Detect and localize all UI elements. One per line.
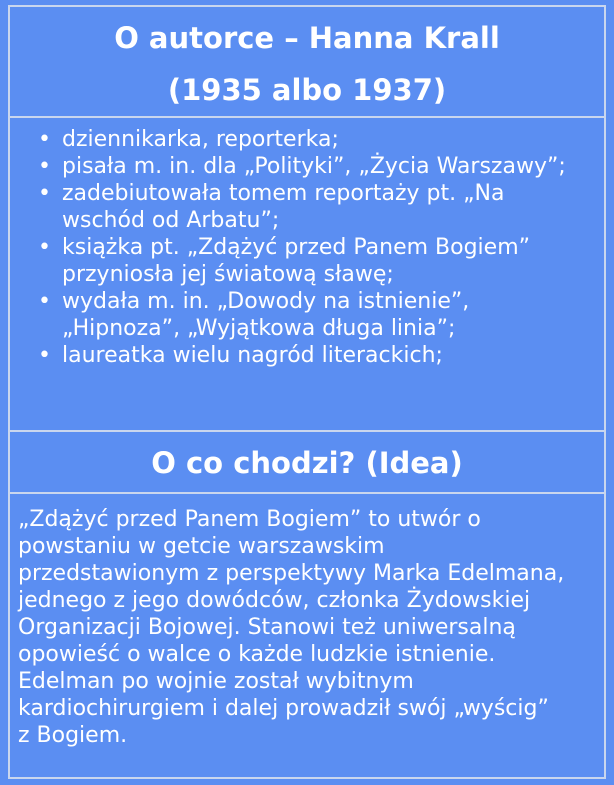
list-item: [30, 153, 594, 180]
info-table: [8, 5, 606, 779]
author-heading-line2: (1935 albo 1937): [167, 73, 447, 107]
bullet-icon: •: [38, 343, 51, 368]
bullet-icon: •: [38, 154, 51, 179]
idea-paragraph: „Zdążyć przed Panem Bogiem” to utwór o powstaniu w getcie warszawskim przedstawionym z perspektywy Marka Edelmana, jednego z jego dowódców, członka Żydowskiej Organizacji Bojowej. Stanowi też uniwersalną opowieść o walce o każde ludzkie istnienie. Edelman po wojnie został wybitnym kardiochirurgiem i dalej prowadził swój „wyścig” z Bogiem.: [18, 507, 565, 748]
bullet-icon: •: [38, 235, 51, 260]
list-item: [30, 126, 594, 153]
bullet-icon: •: [38, 127, 51, 152]
author-facts-list: [10, 118, 604, 369]
list-item: [30, 288, 594, 342]
idea-text-cell: [10, 494, 604, 777]
list-item-text: zadebiutowała tomem reportaży pt. „Na wschód od Arbatu”;: [62, 181, 505, 233]
author-heading-line1: O autorce – Hanna Krall: [114, 21, 500, 55]
idea-heading: O co chodzi? (Idea): [151, 446, 463, 480]
idea-heading-cell: [10, 432, 604, 494]
list-item: [30, 342, 594, 369]
author-facts-cell: [10, 118, 604, 432]
list-item-text: wydała m. in. „Dowody na istnienie”, „Hipnoza”, „Wyjątkowa długa linia”;: [62, 289, 470, 341]
list-item-text: dziennikarka, reporterka;: [62, 127, 339, 152]
list-item-text: pisała m. in. dla „Polityki”, „Życia Warszawy”;: [62, 154, 566, 179]
bullet-icon: •: [38, 181, 51, 206]
list-item: [30, 234, 594, 288]
list-item-text: laureatka wielu nagród literackich;: [62, 343, 443, 368]
list-item-text: książka pt. „Zdążyć przed Panem Bogiem” przyniosła jej światową sławę;: [62, 235, 531, 287]
list-item: [30, 180, 594, 234]
bullet-icon: •: [38, 289, 51, 314]
author-heading-cell: [10, 7, 604, 118]
